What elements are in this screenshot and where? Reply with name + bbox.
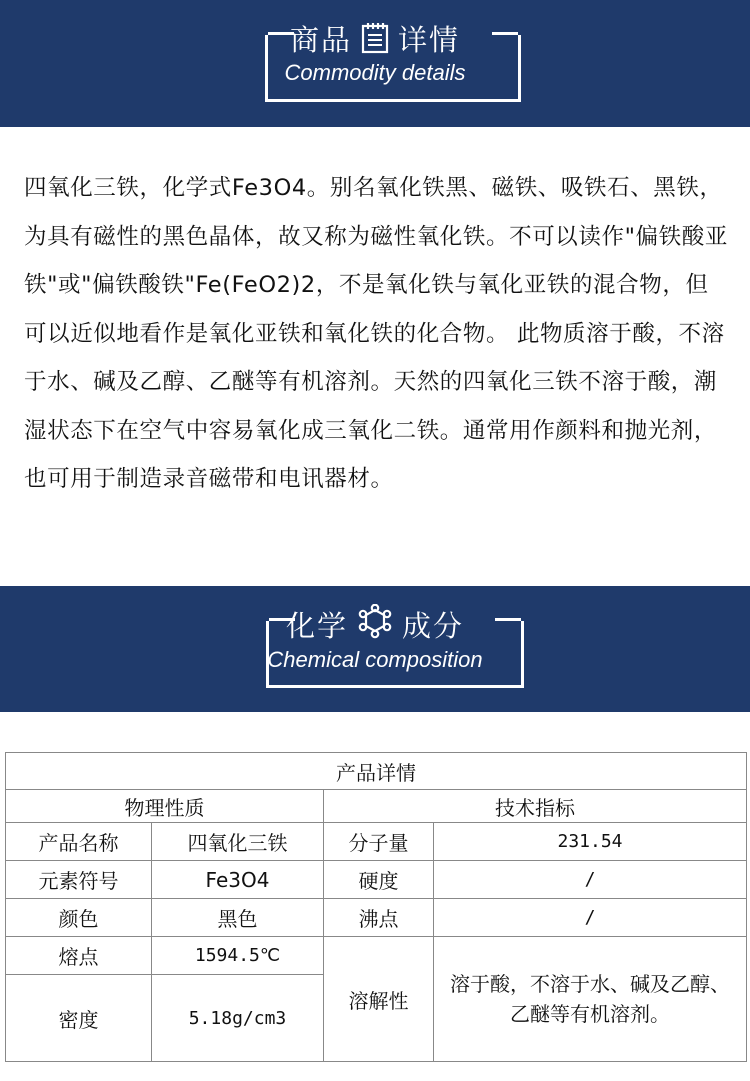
cell-label: 密度 xyxy=(6,975,152,1062)
cell-value: 黑色 xyxy=(152,899,324,937)
cell-label: 熔点 xyxy=(6,937,152,975)
table-caption-row xyxy=(6,753,747,790)
solubility-label: 溶解性 xyxy=(324,937,434,1062)
table-group-row xyxy=(6,790,747,823)
cell-value: 1594.5℃ xyxy=(152,937,324,975)
cell-label: 元素符号 xyxy=(6,861,152,899)
cell-label: 分子量 xyxy=(324,823,434,861)
cell-value: / xyxy=(434,861,747,899)
group-technical-specs: 技术指标 xyxy=(324,790,747,823)
notepad-icon xyxy=(360,22,390,61)
cell-value: 5.18g/cm3 xyxy=(152,975,324,1062)
commodity-details-subtitle: Commodity details xyxy=(284,60,466,85)
group-physical-properties: 物理性质 xyxy=(6,790,324,823)
chemical-composition-title: 化学 成分 xyxy=(0,604,750,647)
cell-label: 产品名称 xyxy=(6,823,152,861)
cell-value: / xyxy=(434,899,747,937)
table-row xyxy=(6,899,747,937)
commodity-details-title: 商品 详情 xyxy=(0,18,750,61)
chemical-composition-subtitle: Chemical composition xyxy=(267,647,483,672)
product-description: 四氧化三铁，化学式Fe3O4。别名氧化铁黑、磁铁、吸铁石、黑铁，为具有磁性的黑色晶体，故又称为磁性氧化铁。不可以读作"偏铁酸亚铁"或"偏铁酸铁"Fe(FeO2)2，不是氧化铁与氧化亚铁的混合物，但可以近似地看作是氧化亚铁和氧化铁的化合物。 此物质溶于酸，不溶于水、碱及乙醇、乙醚等有机溶剂。天然的四氧化三铁不溶于酸，潮湿状态下在空气中容易氧化成三氧化二铁。通常用作颜料和抛光剂，也可用于制造录音磁带和电讯器材。 xyxy=(24,175,728,492)
cell-value: 231.54 xyxy=(434,823,747,861)
cell-label: 颜色 xyxy=(6,899,152,937)
cell-value: 四氧化三铁 xyxy=(152,823,324,861)
table-row xyxy=(6,937,747,975)
cell-value: Fe3O4 xyxy=(152,861,324,899)
table-row xyxy=(6,823,747,861)
molecule-icon xyxy=(356,604,394,647)
table-row xyxy=(6,861,747,899)
table-caption: 产品详情 xyxy=(6,753,747,790)
cell-label: 沸点 xyxy=(324,899,434,937)
product-spec-table xyxy=(5,752,747,1062)
cell-label: 硬度 xyxy=(324,861,434,899)
solubility-value: 溶于酸，不溶于水、碱及乙醇、乙醚等有机溶剂。 xyxy=(434,937,747,1062)
